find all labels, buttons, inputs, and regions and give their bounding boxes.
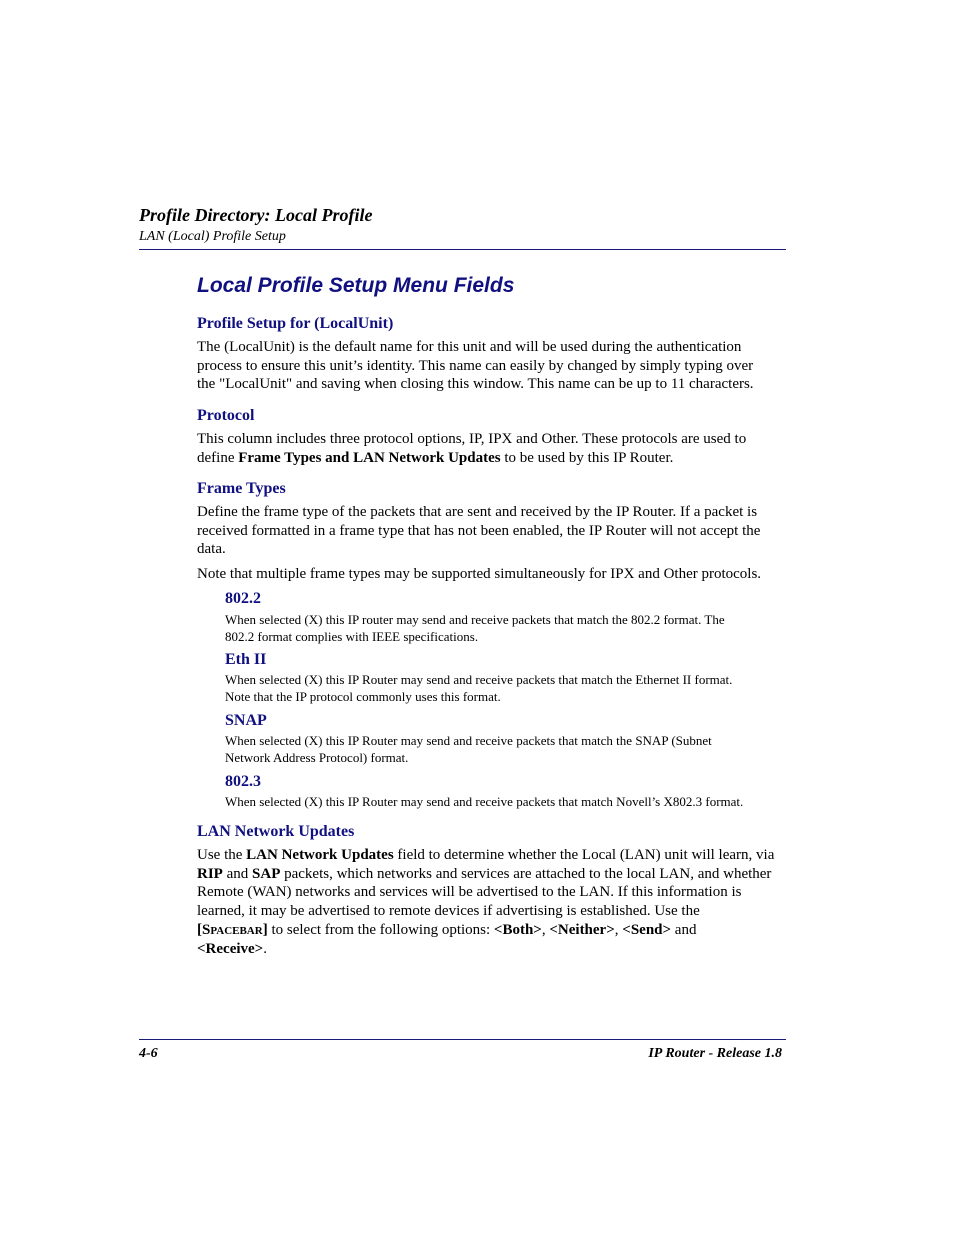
subsection-heading-eth-ii: Eth II [225,651,267,668]
paragraph-line [197,449,787,468]
paragraph-line [197,921,787,940]
text-span: and [671,921,697,938]
bold-term: RIP [197,865,223,882]
paragraph-line: Define the frame type of the packets that are sent and received by the IP Router. If a packet is [197,504,758,520]
paragraph-line: data. [197,541,226,558]
footer-rule [139,1039,786,1040]
text-span: [ [197,921,202,938]
section-heading-profile-setup: Profile Setup for (LocalUnit) [197,315,394,332]
bold-term: LAN Network Updates [246,847,394,863]
text-span: and [222,865,253,882]
header-subtitle: LAN (Local) Profile Setup [139,229,286,244]
text-span: to select from the following options: [267,921,494,938]
key-name [197,922,268,938]
option-both: <Both> [493,921,542,938]
paragraph-line [197,940,787,959]
paragraph-line: Note that the IP protocol commonly uses this format. [225,689,501,704]
paragraph-line: When selected (X) this IP Router may send and receive packets that match the SNAP (Subnet [225,733,712,748]
footer-page-number: 4-6 [139,1046,158,1061]
header-rule [139,249,786,250]
option-receive: <Receive> [197,940,264,957]
paragraph-line: process to ensure this unit’s identity. This name can easily by changed by simply typing over [197,357,754,374]
paragraph-line: When selected (X) this IP router may send and receive packets that match the 802.2 format. The [225,612,725,627]
paragraph-line: The (LocalUnit) is the default name for this unit and will be used during the authentication [197,339,742,355]
paragraph-line: 802.2 format complies with IEEE specifications. [225,629,479,644]
text-span: to be used by this IP Router. [500,449,674,466]
paragraph-profile-setup [197,338,787,394]
option-send: <Send> [622,921,672,938]
text-span: Use the [197,847,247,863]
subsection-heading-snap: SNAP [225,712,267,729]
section-heading-protocol: Protocol [197,407,255,424]
paragraph-frame-types-note: Note that multiple frame types may be supported simultaneously for IPX and Other protocols. [197,566,762,582]
subsection-text-snap [225,732,787,766]
paragraph-line: When selected (X) this IP Router may send and receive packets that match Novell’s X802.3 format. [225,794,744,809]
paragraph-line: This column includes three protocol options, IP, IPX and Other. These protocols are used to [197,431,747,447]
text-span: . [263,940,267,957]
section-heading-lan-network-updates: LAN Network Updates [197,823,355,840]
paragraph-line: Remote (WAN) networks and services will be advertised to the LAN. If this information is [197,884,742,901]
text-span: packets, which networks and services are attached to the local LAN, and whether [280,865,772,882]
subsection-heading-802-2: 802.2 [225,590,261,607]
paragraph-line [197,846,787,865]
subsection-text-eth-ii [225,671,787,705]
text-span: , [614,921,623,938]
page-title: Local Profile Setup Menu Fields [197,274,515,297]
paragraph-protocol [197,430,787,467]
bold-term: Frame Types and LAN Network Updates [238,449,501,466]
section-heading-frame-types: Frame Types [197,480,286,497]
bold-term: SAP [252,865,281,882]
paragraph-line [197,865,787,884]
header-title: Profile Directory: Local Profile [139,205,373,225]
paragraph-line: When selected (X) this IP Router may send and receive packets that match the Ethernet II format. [225,672,733,687]
text-span: define [197,449,239,466]
paragraph-frame-types [197,503,787,559]
paragraph-line: learned, it may be advertised to remote devices if advertising is established. Use the [197,903,700,920]
text-span: field to determine whether the Local (LAN) unit will learn, via [393,847,775,863]
text-span: Spacebar [202,921,263,938]
paragraph-line: Network Address Protocol) format. [225,750,409,765]
text-span: ] [262,921,268,938]
paragraph-line: received formatted in a frame type that has not been enabled, the IP Router will not accept the [197,522,761,539]
footer-doc-title: IP Router - Release 1.8 [648,1046,782,1061]
subsection-text-802-3 [225,793,787,810]
paragraph-lan-network-updates [197,846,787,958]
subsection-heading-802-3: 802.3 [225,773,261,790]
option-neither: <Neither> [549,921,615,938]
subsection-text-802-2 [225,611,787,645]
paragraph-line: the "LocalUnit" and saving when closing this window. This name can be up to 11 characters. [197,376,754,393]
text-span: , [541,921,550,938]
